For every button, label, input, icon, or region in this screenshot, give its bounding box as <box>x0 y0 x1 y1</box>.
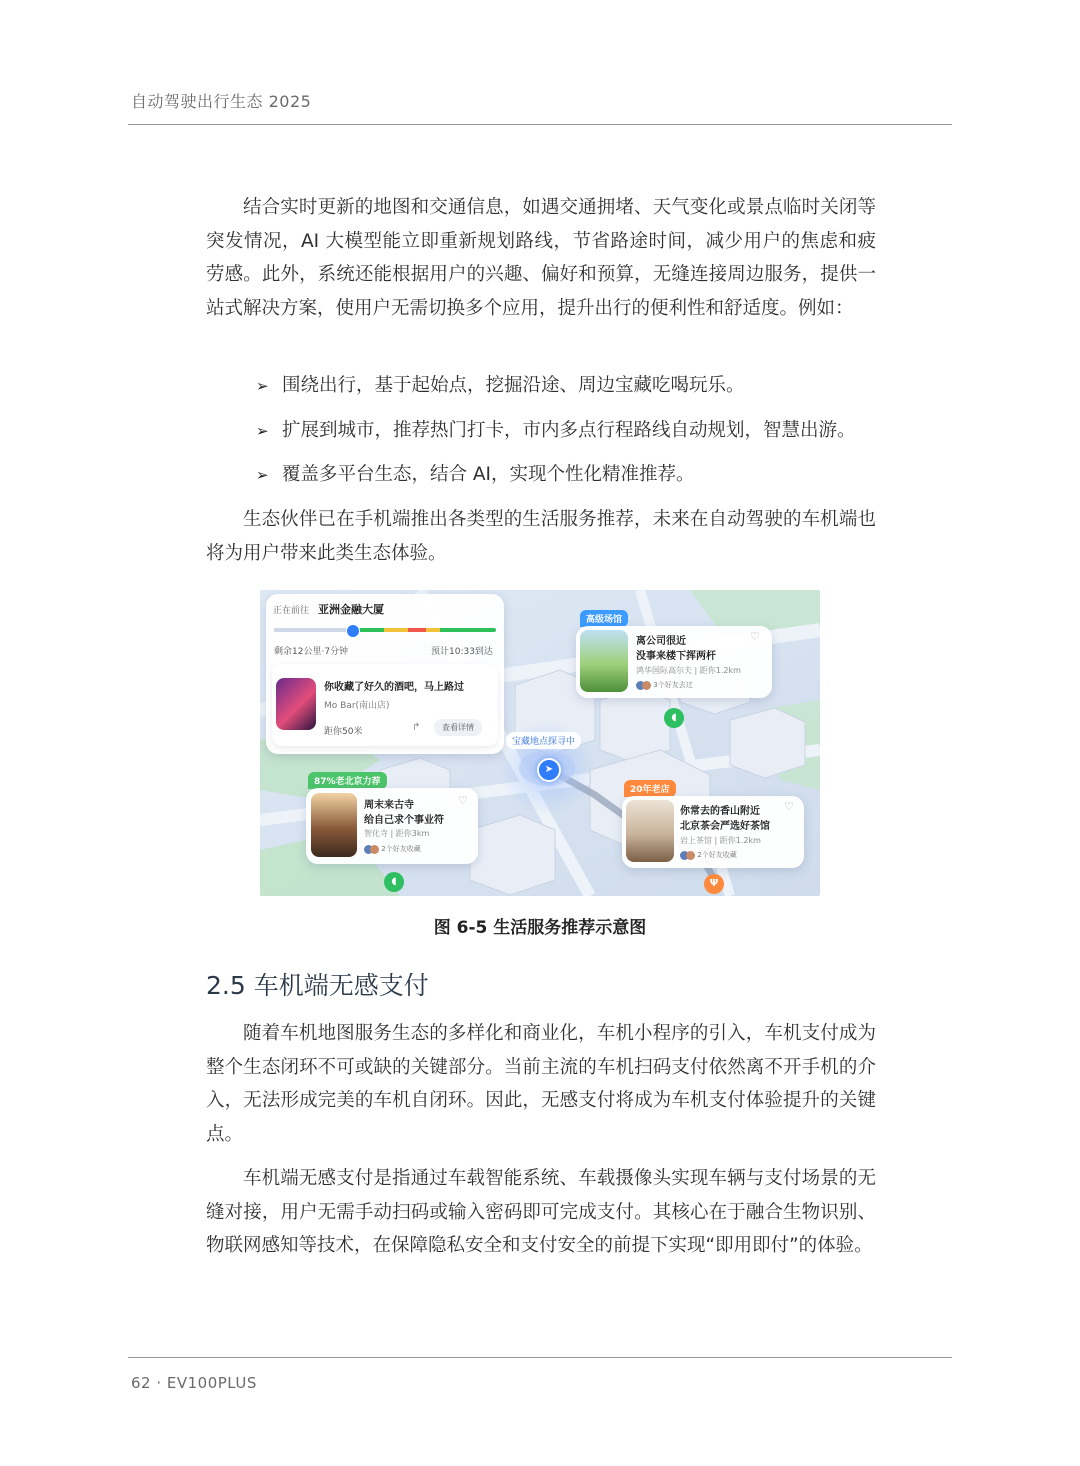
car-position-icon <box>346 624 360 638</box>
section-paragraph-1: 随着车机地图服务生态的多样化和商业化，车机小程序的引入，车机支付成为整个生态闭环不可或缺的关键部分。当前主流的车机扫码支付依然离不开手机的介入，无法形成完美的车机自闭环。因此，无感支付将成为车机支付体验提升的关键点。 <box>206 1023 876 1145</box>
temple-recommend-card <box>306 788 478 864</box>
tea-friends: 2个好友收藏 <box>680 850 737 860</box>
page-footer: 62 · EV100PLUS <box>131 1374 257 1392</box>
avatar <box>686 851 695 860</box>
tea-thumbnail <box>626 800 674 862</box>
tea-line1: 你常去的香山附近 <box>680 806 760 817</box>
nav-eta: 预计10:33到达 <box>431 647 493 657</box>
restaurant-map-pin-icon[interactable]: Ψ <box>704 874 724 894</box>
avatar <box>642 681 651 690</box>
arrow-bullet-icon: ➢ <box>256 377 269 395</box>
avatar <box>370 845 379 854</box>
section-paragraph-2: 车机端无感支付是指通过车载智能系统、车载摄像头实现车辆与支付场景的无缝对接，用户无需手动扫码或输入密码即可完成支付。其核心在于融合生物识别、物联网感知等技术，在保障隐私安全和支付安全的前提下实现“即用即付”的体验。 <box>206 1168 876 1256</box>
figure-caption: 图 6-5 生活服务推荐示意图 <box>433 918 647 938</box>
bullet-item: ➢ 围绕出行，基于起始点，挖掘沿途、周边宝藏吃喝玩乐。 <box>256 375 745 396</box>
arrow-bullet-icon: ➢ <box>256 422 269 440</box>
bar-distance: 距你50米 <box>324 727 363 737</box>
traffic-progress-bar <box>274 628 496 632</box>
golf-info: 鸿华国际高尔夫 | 距你1.2km <box>636 666 741 675</box>
tea-line2: 北京茶会严选好茶馆 <box>680 821 770 832</box>
bar-thumbnail <box>276 678 316 730</box>
temple-map-pin-icon[interactable]: ◖ <box>384 872 404 892</box>
nav-heading-prefix: 正在前往 <box>273 606 310 616</box>
service-map-figure <box>260 590 820 896</box>
view-detail-button[interactable]: 查看详情 <box>434 719 482 736</box>
bullet-item: ➢ 扩展到城市，推荐热门打卡，市内多点行程路线自动规划，智慧出游。 <box>256 420 856 441</box>
navigation-arrow-icon: ➤ <box>537 758 561 782</box>
golf-line1: 离公司很近 <box>636 636 686 647</box>
golf-friends: 3个好友去过 <box>636 680 693 690</box>
navigation-card <box>266 594 504 754</box>
nav-destination: 亚洲金融大厦 <box>318 603 384 616</box>
hidden-places-label: 宝藏地点探寻中 <box>506 732 581 749</box>
tea-recommend-card <box>622 796 804 868</box>
heart-icon[interactable]: ♡ <box>458 794 468 807</box>
heart-icon[interactable]: ♡ <box>784 800 794 813</box>
bar-recommend-card <box>272 664 498 746</box>
golf-tag: 高级场馆 <box>580 610 628 627</box>
bullet-item: ➢ 覆盖多平台生态，结合 AI，实现个性化精准推荐。 <box>256 464 695 485</box>
heart-icon[interactable]: ♡ <box>750 630 760 643</box>
golf-line2: 没事来楼下挥两杆 <box>636 651 716 662</box>
bar-title: 你收藏了好久的酒吧，马上路过 <box>324 682 464 693</box>
tea-tag: 20年老店 <box>624 780 676 797</box>
tea-info: 岩上茶馆 | 距你1.2km <box>680 836 761 845</box>
route-turn-icon[interactable]: ↱ <box>412 722 421 733</box>
header-divider <box>128 124 952 125</box>
section-title: 2.5 车机端无感支付 <box>206 971 429 1000</box>
temple-friends: 2个好友收藏 <box>364 844 421 854</box>
footer-divider <box>128 1357 952 1358</box>
nav-remaining: 剩余12公里·7分钟 <box>274 647 349 657</box>
temple-info: 智化寺 | 距你3km <box>364 829 430 838</box>
golf-thumbnail <box>580 630 628 692</box>
paragraph-1: 结合实时更新的地图和交通信息，如遇交通拥堵、天气变化或景点临时关闭等突发情况，AI 大模型能立即重新规划路线，节省路途时间，减少用户的焦虑和疲劳感。此外，系统还能根据用户的兴趣、偏好和预算，无缝连接周边服务，提供一站式解决方案，使用户无需切换多个应用，提升出行的便利性和舒适度。例如： <box>206 197 876 319</box>
golf-map-pin-icon[interactable]: ◖ <box>664 708 684 728</box>
bar-subtitle: Mo Bar(南山店) <box>324 701 390 711</box>
running-header: 自动驾驶出行生态 2025 <box>131 92 312 111</box>
golf-recommend-card <box>576 626 772 698</box>
temple-line2: 给自己求个事业符 <box>364 815 444 826</box>
temple-tag: 87%老北京力荐 <box>308 772 387 789</box>
temple-line1: 周末来古寺 <box>364 800 414 811</box>
arrow-bullet-icon: ➢ <box>256 466 269 484</box>
paragraph-2: 生态伙伴已在手机端推出各类型的生活服务推荐，未来在自动驾驶的车机端也将为用户带来此类生态体验。 <box>206 509 876 564</box>
temple-thumbnail <box>311 793 357 857</box>
